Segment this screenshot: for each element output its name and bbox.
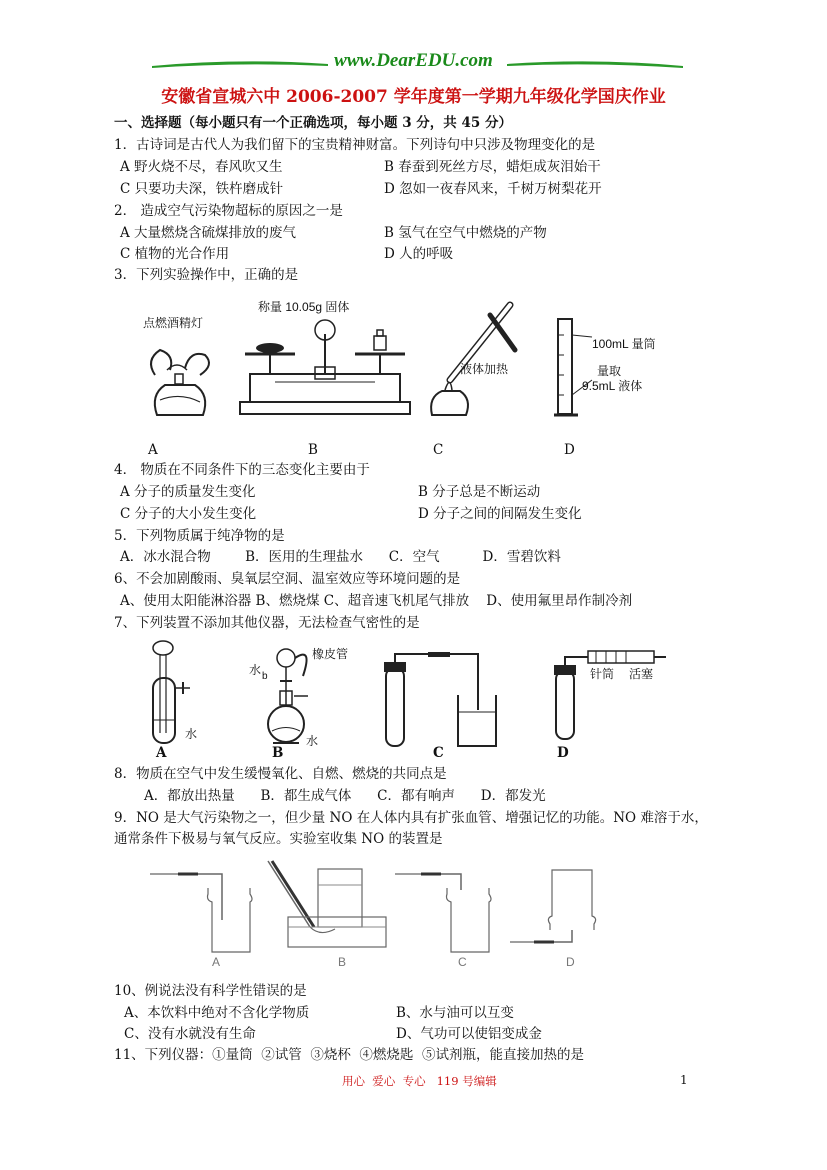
graduated-cylinder-icon [552, 315, 582, 420]
q9-fig-label-a: A [212, 955, 221, 969]
q4-option-b: B 分子总是不断运动 [418, 484, 541, 500]
q5-stem: 5．下列物质属于纯净物的是 [114, 528, 285, 544]
apparatus-d-icon [548, 643, 668, 743]
q1-option-a: A 野火烧不尽，春风吹又生 [120, 159, 283, 175]
q3-stem: 3．下列实验操作中，正确的是 [114, 267, 299, 283]
q10-stem: 10、例说法没有科学性错误的是 [114, 983, 307, 999]
q7-fig-label-d: D [557, 745, 569, 761]
q7-fig-label-c: C [433, 745, 444, 761]
q1-option-b: B 春蚕到死丝方尽，蜡炬成灰泪始干 [384, 159, 601, 175]
q2-stem: 2． 造成空气污染物超标的原因之一是 [114, 203, 343, 219]
q3-cyl-label1: 100mL 量筒 [592, 337, 656, 351]
q7-rubber-label: 橡皮管 [312, 647, 349, 661]
banner-swoosh-right-icon [505, 56, 685, 70]
page-number: 1 [680, 1073, 688, 1087]
q7-water-b-top: 水 [249, 663, 262, 677]
q7-plug-label: 活塞 [629, 667, 654, 681]
q6-stem: 6、不会加剧酸雨、臭氧层空洞、温室效应等环境问题的是 [114, 571, 461, 587]
page-title: 安徽省宣城六中 2006-2007 学年度第一学期九年级化学国庆作业 [161, 87, 666, 107]
q7-fig-label-b: B [272, 745, 284, 761]
q7-fig-label-a: A [156, 745, 167, 761]
q3-balance-label: 称量 10.05g 固体 [258, 300, 350, 314]
apparatus-c-icon [378, 650, 498, 750]
q3-fig-label-b: B [308, 442, 318, 458]
gas-collection-b-icon [260, 855, 390, 955]
alcohol-lamp-hands-icon [135, 330, 225, 420]
gas-collection-d-icon [510, 860, 610, 955]
q4-option-a: A 分子的质量发生变化 [120, 484, 256, 500]
q9-line2: 通常条件下极易与氧气反应。实验室收集 NO 的装置是 [114, 831, 443, 847]
banner-swoosh-left-icon [150, 56, 330, 70]
q7-syringe-label: 针筒 [590, 667, 615, 681]
q7-stem: 7、下列装置不添加其他仪器，无法检查气密性的是 [114, 615, 420, 631]
liquid-heating-icon [420, 295, 530, 420]
footer-text: 用心 爱心 专心 119 号编辑 [342, 1074, 497, 1088]
q10-option-b: B、水与油可以互变 [396, 1005, 514, 1021]
q10-option-c: C、没有水就没有生命 [124, 1026, 256, 1042]
q1-stem: 1．古诗词是古代人为我们留下的宝贵精神财富。下列诗句中只涉及物理变化的是 [114, 137, 596, 153]
gas-collection-c-icon [395, 860, 495, 955]
q2-option-a: A 大量燃烧含硫煤排放的废气 [120, 225, 297, 241]
q2-option-b: B 氢气在空气中燃烧的产物 [384, 225, 547, 241]
q9-fig-label-c: C [458, 955, 467, 969]
q4-option-d: D 分子之间的间隔发生变化 [418, 506, 582, 522]
q4-stem: 4． 物质在不同条件下的三态变化主要由于 [114, 462, 370, 478]
q8-stem: 8．物质在空气中发生缓慢氧化、自燃、燃烧的共同点是 [114, 766, 447, 782]
q1-option-c: C 只要功夫深，铁杵磨成针 [120, 181, 284, 197]
q8-options: A．都放出热量 B．都生成气体 C．都有响声 D．都发光 [144, 788, 546, 804]
q3-heat-label: 液体加热 [460, 362, 509, 376]
q2-option-c: C 植物的光合作用 [120, 246, 230, 262]
q3-cyl-label2: 量取 [597, 364, 622, 378]
q7-b-small: b [262, 671, 268, 682]
q9-line1: 9．NO 是大气污染物之一，但少量 NO 在人体内具有扩张血管、增强记忆的功能。NO 难溶于水， [114, 810, 708, 826]
q9-fig-label-d: D [566, 955, 575, 969]
q2-option-d: D 人的呼吸 [384, 246, 454, 262]
q7-water-a: 水 [185, 727, 198, 741]
q9-fig-label-b: B [338, 955, 347, 969]
q3-fig-label-d: D [564, 442, 575, 458]
q3-fig-label-a: A [148, 442, 158, 458]
q3-fig-label-c: C [433, 442, 444, 458]
q10-option-a: A、本饮料中绝对不含化学物质 [124, 1005, 310, 1021]
q11-stem: 11、下列仪器：①量筒 ②试管 ③烧杯 ④燃烧匙 ⑤试剂瓶，能直接加热的是 [114, 1047, 585, 1063]
q3-lamp-label: 点燃酒精灯 [143, 316, 204, 330]
section-heading: 一、选择题（每小题只有一个正确选项，每小题 3 分，共 45 分） [114, 115, 512, 131]
q3-cyl-label3: 9.5mL 液体 [582, 379, 643, 393]
q5-options: A．冰水混合物 B．医用的生理盐水 C．空气 D．雪碧饮料 [120, 549, 561, 565]
q6-options: A、使用太阳能淋浴器 B、燃烧煤 C、超音速飞机尾气排放 D、使用氟里昂作制冷剂 [120, 593, 633, 609]
q7-water-b: 水 [306, 734, 319, 748]
q4-option-c: C 分子的大小发生变化 [120, 506, 257, 522]
balance-scale-icon [235, 312, 415, 417]
gas-collection-a-icon [150, 860, 255, 955]
site-banner: www.DearEDU.com [334, 50, 493, 71]
q1-option-d: D 忽如一夜春风来，千树万树梨花开 [384, 181, 602, 197]
q10-option-d: D、气功可以使铝变成金 [396, 1026, 542, 1042]
